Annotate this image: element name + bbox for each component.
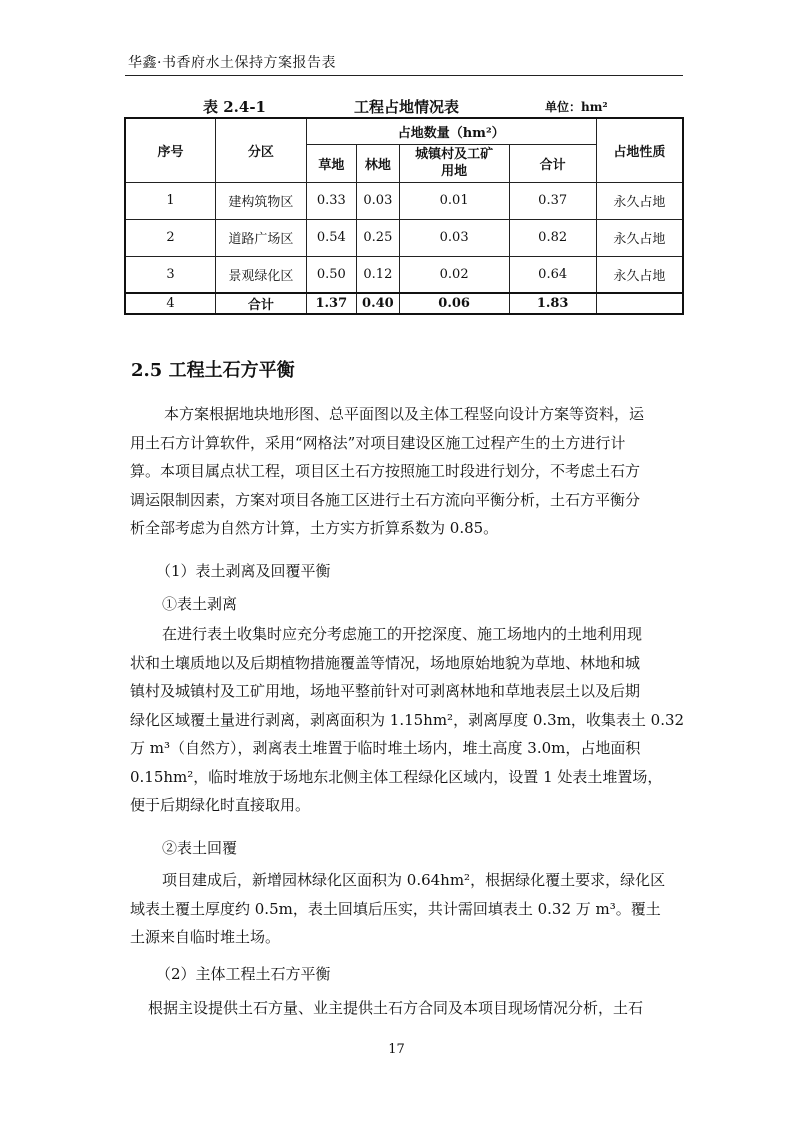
document-header: 华鑫·书香府水土保持方案报告表 <box>128 55 336 71</box>
cell-zone: 建构筑物区 <box>216 182 307 219</box>
text-line: 用土石方计算软件，采用“网格法”对项目建设区施工过程产生的土方进行计 <box>130 433 626 452</box>
text-line: ①表土剥离 <box>162 595 238 613</box>
table-row <box>125 182 683 219</box>
text-line: 状和土壤质地以及后期植物措施覆盖等情况，场地原始地貌为草地、林地和城 <box>130 653 641 672</box>
subheading-topsoil-stripping <box>130 590 688 619</box>
cell-grass: 0.33 <box>306 182 356 219</box>
text-line: （1）表土剥离及回覆平衡 <box>156 562 331 580</box>
text-line: 0.15hm²，临时堆放于场地东北侧主体工程绿化区域内，设置 1 处表土堆置场， <box>130 767 663 786</box>
cell-total: 0.64 <box>509 256 596 293</box>
cell-urban: 0.03 <box>399 219 509 256</box>
cell-zone: 合计 <box>216 293 307 314</box>
cell-total: 1.83 <box>509 293 596 314</box>
paragraph-stripping <box>130 620 688 820</box>
paragraph-intro <box>130 400 688 543</box>
text-line: 根据主设提供土石方量、业主提供土石方合同及本项目现场情况分析，土石 <box>148 999 644 1017</box>
cell-seq: 4 <box>125 293 216 314</box>
table-unit: 单位：hm² <box>545 100 608 114</box>
text-line: 算。本项目属点状工程，项目区土石方按照施工时段进行划分，不考虑土石方 <box>130 462 641 480</box>
header-grass: 草地 <box>306 144 356 182</box>
subheading-main-earthwork <box>130 960 688 989</box>
header-forest: 林地 <box>357 144 400 182</box>
cell-urban: 0.02 <box>399 256 509 293</box>
cell-urban: 0.06 <box>399 293 509 314</box>
cell-seq: 2 <box>125 219 216 256</box>
paragraph-backfill <box>130 866 688 952</box>
cell-grass: 1.37 <box>306 293 356 314</box>
cell-nature: 永久占地 <box>596 219 683 256</box>
cell-zone: 景观绿化区 <box>216 256 307 293</box>
header-zone: 分区 <box>216 118 307 182</box>
table-caption <box>0 96 793 118</box>
header-urban: 城镇村及工矿用地 <box>399 144 509 182</box>
cell-seq: 3 <box>125 256 216 293</box>
text-line: 绿化区域覆土量进行剥离，剥离面积为 1.15hm²，剥离厚度 0.3m，收集表土 0.32 <box>130 710 685 729</box>
cell-forest: 0.25 <box>357 219 400 256</box>
header-rule <box>125 75 683 76</box>
cell-grass: 0.50 <box>306 256 356 293</box>
paragraph-main-earthwork <box>130 994 688 1023</box>
table-row <box>125 219 683 256</box>
cell-zone: 道路广场区 <box>216 219 307 256</box>
cell-seq: 1 <box>125 182 216 219</box>
text-line: 镇村及城镇村及工矿用地，场地平整前针对可剥离林地和草地表层土以及后期 <box>130 682 641 700</box>
text-line: （2）主体工程土石方平衡 <box>156 965 331 983</box>
cell-urban: 0.01 <box>399 182 509 219</box>
text-line: 万 m³（自然方），剥离表土堆置于临时堆土场内，堆土高度 3.0m，占地面积 <box>130 739 641 757</box>
table-total-row <box>125 293 683 314</box>
text-line: 调运限制因素，方案对项目各施工区进行土石方流向平衡分析，土石方平衡分 <box>130 490 641 509</box>
text-line: ②表土回覆 <box>162 839 238 857</box>
cell-nature: 永久占地 <box>596 256 683 293</box>
cell-nature: 永久占地 <box>596 182 683 219</box>
cell-total: 0.82 <box>509 219 596 256</box>
table-number: 表 2.4-1 <box>203 98 266 116</box>
header-total: 合计 <box>509 144 596 182</box>
table-title: 工程占地情况表 <box>354 98 460 116</box>
cell-total: 0.37 <box>509 182 596 219</box>
subheading-topsoil-backfill <box>130 834 688 863</box>
cell-forest: 0.40 <box>357 293 400 314</box>
text-line: 析全部考虑为自然方计算，土方实方折算系数为 0.85。 <box>130 519 499 537</box>
header-nature: 占地性质 <box>596 118 683 182</box>
cell-forest: 0.12 <box>357 256 400 293</box>
text-line: 土源来自临时堆土场。 <box>130 928 281 946</box>
cell-grass: 0.54 <box>306 219 356 256</box>
text-line: 本方案根据地块地形图、总平面图以及主体工程竖向设计方案等资料，运 <box>164 405 645 423</box>
cell-nature <box>596 293 683 314</box>
section-title: 2.5 工程土石方平衡 <box>131 360 295 381</box>
cell-forest: 0.03 <box>357 182 400 219</box>
text-line: 便于后期绿化时直接取用。 <box>130 796 311 814</box>
subheading-topsoil-balance <box>130 557 688 586</box>
header-area-group: 占地数量（hm²） <box>306 118 596 144</box>
header-seq: 序号 <box>125 118 216 182</box>
text-line: 在进行表土收集时应充分考虑施工的开挖深度、施工场地内的土地利用现 <box>162 625 643 643</box>
land-occupation-table <box>124 117 684 315</box>
text-line: 项目建成后，新增园林绿化区面积为 0.64hm²，根据绿化覆土要求，绿化区 <box>162 871 666 889</box>
text-line: 域表土覆土厚度约 0.5m，表土回填后压实，共计需回填表土 0.32 万 m³。覆土 <box>130 899 661 918</box>
table-row <box>125 256 683 293</box>
page-number: 17 <box>388 1042 405 1057</box>
